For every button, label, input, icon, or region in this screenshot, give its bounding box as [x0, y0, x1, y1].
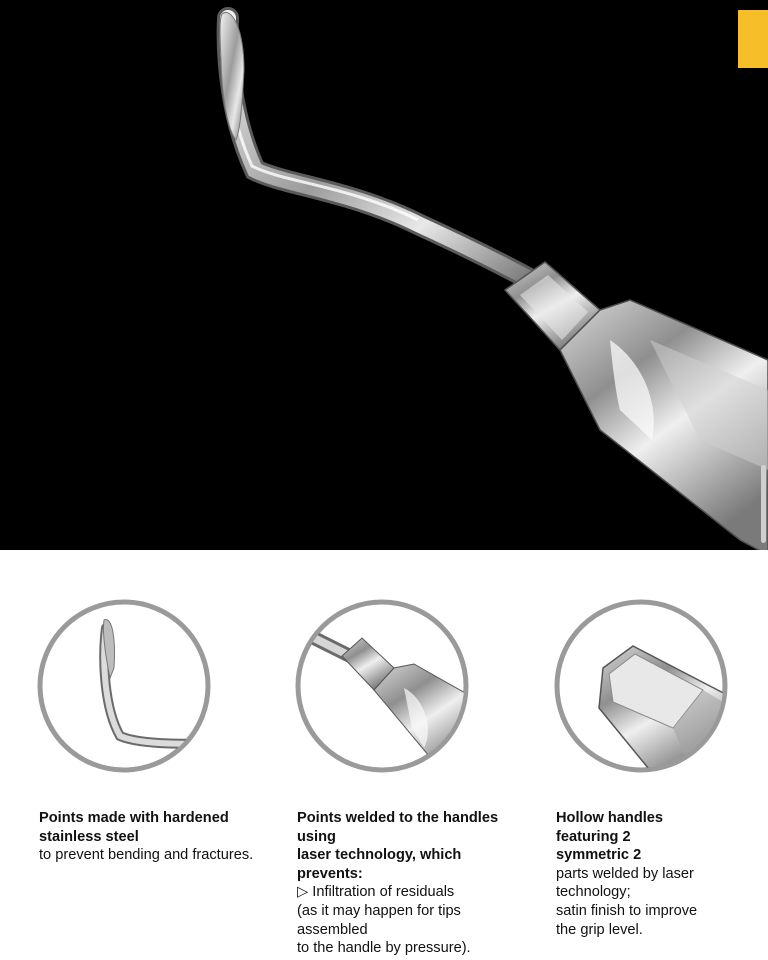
feature-description: parts welded by laser technology; satin finish to improve the grip level. — [556, 865, 698, 938]
laser-weld-joint-icon — [294, 598, 470, 774]
feature-hardened-steel — [36, 598, 276, 865]
feature-laser-weld — [294, 598, 534, 958]
feature-title: Hollow handles featuring 2 symmetric 2 — [556, 810, 664, 864]
feature-hollow-handle — [553, 598, 743, 939]
feature-description: ▷ Infiltration of residuals (as it may happen for tips assembled to the handle by pressure). — [297, 884, 471, 957]
accent-tab — [738, 10, 768, 68]
hollow-handle-icon — [553, 598, 729, 774]
feature-title: Points made with hardened stainless steel — [39, 810, 229, 845]
hardened-steel-tip-icon — [36, 598, 212, 774]
scrollbar-thumb[interactable] — [761, 465, 766, 543]
feature-description: to prevent bending and fractures. — [39, 847, 254, 864]
feature-title: Points welded to the handles using laser technology, which prevents: — [297, 810, 499, 882]
